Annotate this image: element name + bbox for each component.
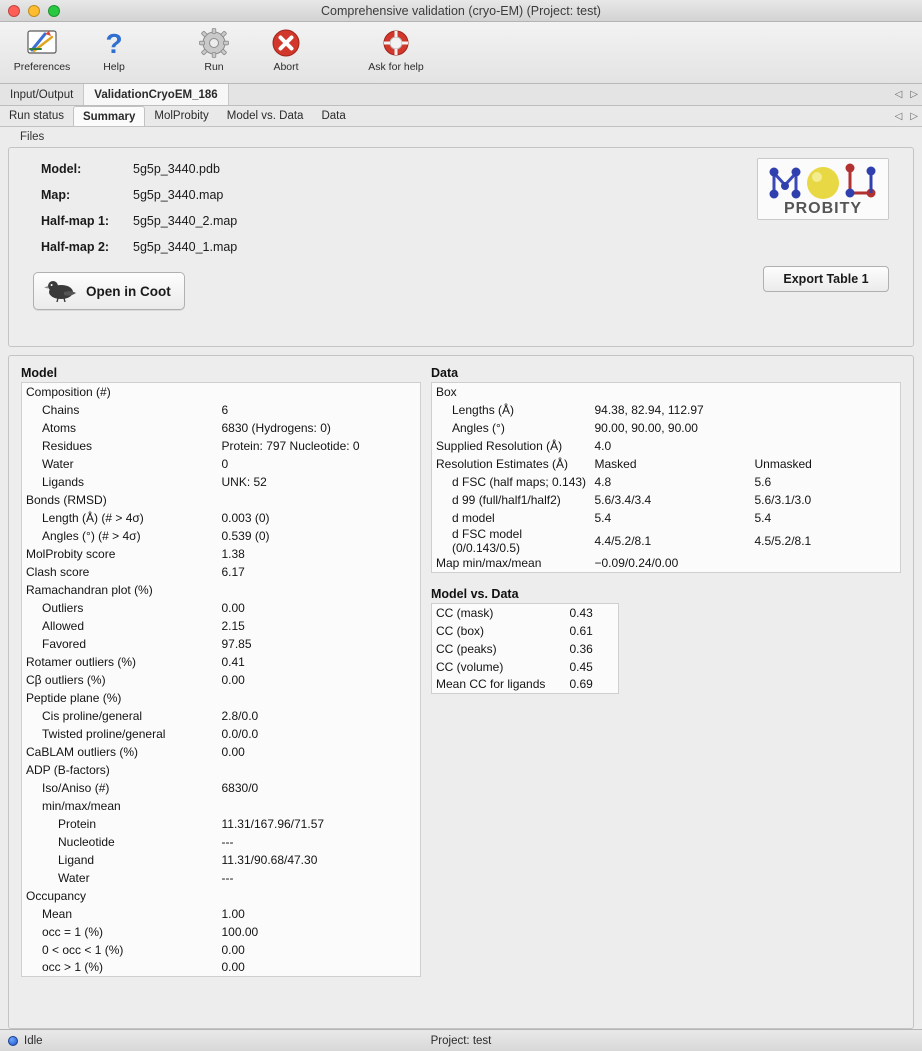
status-project-label: Project: test — [430, 1034, 492, 1047]
row-value: 0.0/0.0 — [221, 726, 259, 741]
file-row-half-map-2 — [25, 240, 897, 266]
sub-tab-scroll-right-icon[interactable]: ▷ — [910, 110, 918, 122]
row-label: Allowed — [42, 618, 85, 633]
row-value: --- — [221, 834, 234, 849]
row-value — [218, 887, 421, 905]
row-value: 6.17 — [221, 564, 245, 579]
row-label: Mean CC for ligands — [436, 677, 546, 692]
table-row — [22, 473, 421, 491]
row-value — [218, 383, 421, 401]
minimize-button[interactable] — [28, 5, 40, 17]
row-value-unmasked: 4.5/5.2/8.1 — [754, 533, 812, 548]
model-vs-data-body — [432, 604, 619, 694]
row-value-unmasked — [751, 555, 901, 573]
file-label-model: Model: — [41, 162, 82, 176]
row-value: 0.539 (0) — [221, 528, 270, 543]
row-label: CaBLAM outliers (%) — [26, 744, 139, 759]
row-value: 0.00 — [221, 600, 245, 615]
row-value-masked — [591, 383, 751, 401]
row-value: 2.15 — [221, 618, 245, 633]
row-value-masked: 5.6/3.4/3.4 — [594, 492, 652, 507]
row-label: occ = 1 (%) — [42, 924, 104, 939]
row-label: Cis proline/general — [42, 708, 143, 723]
data-column — [431, 366, 901, 1018]
close-button[interactable] — [8, 5, 20, 17]
table-row — [22, 815, 421, 833]
row-label: ADP (B-factors) — [26, 762, 110, 777]
table-row — [22, 617, 421, 635]
help-button[interactable] — [78, 22, 150, 73]
row-value-unmasked — [751, 383, 901, 401]
table-row — [22, 779, 421, 797]
row-label: Rotamer outliers (%) — [26, 654, 137, 669]
table-row — [22, 419, 421, 437]
row-label: d 99 (full/half1/half2) — [452, 492, 561, 507]
table-row — [22, 743, 421, 761]
main-tab-bar — [0, 84, 922, 106]
table-row — [432, 491, 901, 509]
row-label: Box — [436, 384, 457, 399]
abort-icon — [270, 26, 302, 60]
model-vs-data-title: Model vs. Data — [431, 587, 519, 601]
main-tab-scroll-arrows[interactable] — [895, 84, 918, 105]
sub-tab-bar — [0, 106, 922, 127]
row-value-masked: −0.09/0.24/0.00 — [594, 556, 679, 571]
row-value: 0.36 — [569, 641, 593, 656]
table-row — [432, 527, 901, 555]
row-value: --- — [221, 870, 234, 885]
row-value: Protein: 797 Nucleotide: 0 — [221, 438, 360, 453]
row-value-masked: 5.4 — [594, 510, 612, 525]
row-value: 1.00 — [221, 906, 245, 921]
help-icon — [99, 26, 129, 60]
table-row — [22, 905, 421, 923]
window-title: Comprehensive validation (cryo-EM) (Project: test) — [321, 3, 601, 18]
row-value: 0 — [221, 456, 229, 471]
row-label: Mean — [42, 906, 73, 921]
row-value: 97.85 — [221, 636, 252, 651]
row-label: Chains — [42, 402, 80, 417]
row-value: 11.31/90.68/47.30 — [221, 852, 318, 867]
table-row — [432, 401, 901, 419]
row-value: 6830 (Hydrogens: 0) — [221, 420, 331, 435]
row-label: Peptide plane (%) — [26, 690, 122, 705]
row-label: d FSC (half maps; 0.143) — [452, 474, 587, 489]
row-value-masked: 4.8 — [594, 474, 612, 489]
row-value: 0.00 — [221, 942, 245, 957]
table-row — [432, 383, 901, 401]
row-value: 1.38 — [221, 546, 245, 561]
row-label: Angles (°) (# > 4σ) — [42, 528, 141, 543]
row-label: Cβ outliers (%) — [26, 672, 106, 687]
zoom-button[interactable] — [48, 5, 60, 17]
row-value-unmasked — [751, 401, 901, 419]
row-label: Ligand — [58, 852, 95, 867]
row-label: MolProbity score — [26, 546, 116, 561]
row-label: Lengths (Å) — [452, 402, 515, 417]
row-label: Favored — [42, 636, 87, 651]
row-label: Water — [42, 456, 74, 471]
table-row — [432, 640, 619, 658]
ask-for-help-label: Ask for help — [368, 61, 424, 73]
run-button[interactable] — [178, 22, 250, 73]
files-panel — [8, 147, 914, 347]
file-label-map: Map: — [41, 188, 71, 202]
model-table-body — [22, 383, 421, 977]
data-table — [431, 382, 901, 573]
row-value-masked: 90.00, 90.00, 90.00 — [594, 420, 698, 435]
table-row — [22, 527, 421, 545]
row-value: 0.00 — [221, 960, 245, 975]
row-value: 6830/0 — [221, 780, 259, 795]
molprobity-logo — [757, 158, 889, 220]
row-value: 0.003 (0) — [221, 510, 270, 525]
ask-for-help-button[interactable] — [350, 22, 442, 73]
column-header-masked: Masked — [594, 456, 637, 471]
table-row — [22, 923, 421, 941]
table-row — [22, 671, 421, 689]
row-value: 11.31/167.96/71.57 — [221, 816, 325, 831]
tab-scroll-left-icon[interactable]: ◁ — [894, 89, 903, 100]
coot-bird-icon — [44, 278, 78, 305]
row-label: d model — [452, 510, 495, 525]
table-row — [22, 491, 421, 509]
tab-scroll-right-icon[interactable]: ▷ — [910, 89, 918, 100]
row-value: 0.69 — [569, 677, 593, 692]
file-label-half-map-2: Half-map 2: — [41, 240, 110, 254]
row-label: Twisted proline/general — [42, 726, 166, 741]
row-value-masked: 94.38, 82.94, 112.97 — [594, 402, 704, 417]
table-row — [22, 455, 421, 473]
row-value: 0.00 — [221, 744, 245, 759]
title-bar — [0, 0, 922, 22]
open-in-coot-button[interactable] — [33, 272, 185, 310]
row-value: 2.8/0.0 — [221, 708, 259, 723]
table-row — [22, 797, 421, 815]
export-table-button[interactable] — [763, 266, 889, 292]
table-row — [432, 455, 901, 473]
row-label: Occupancy — [26, 888, 87, 903]
model-vs-data-section — [431, 587, 619, 694]
file-value-half-map-1: 5g5p_3440_2.map — [133, 214, 238, 228]
table-row — [22, 563, 421, 581]
table-row — [432, 555, 901, 573]
model-section-title: Model — [21, 366, 58, 380]
lifesaver-icon — [380, 26, 412, 60]
file-value-half-map-2: 5g5p_3440_1.map — [133, 240, 238, 254]
row-value-unmasked: 5.4 — [754, 510, 772, 525]
table-row — [22, 851, 421, 869]
table-row — [22, 437, 421, 455]
row-value-masked: 4.0 — [594, 438, 612, 453]
abort-button[interactable] — [250, 22, 322, 73]
preferences-icon — [25, 26, 59, 60]
table-row — [22, 401, 421, 419]
row-value: 0.41 — [221, 654, 245, 669]
row-label: occ > 1 (%) — [42, 960, 104, 975]
row-value: 0.45 — [569, 659, 593, 674]
row-label: CC (mask) — [436, 605, 494, 620]
row-label: CC (box) — [436, 623, 485, 638]
summary-panel — [8, 355, 914, 1029]
table-row — [22, 833, 421, 851]
status-bar — [0, 1029, 922, 1051]
row-value: 100.00 — [221, 924, 259, 939]
table-row — [432, 622, 619, 640]
row-value-unmasked — [751, 419, 901, 437]
table-row — [22, 689, 421, 707]
tab-run-status[interactable]: Run status — [9, 110, 64, 122]
table-row — [432, 509, 901, 527]
row-label: Resolution Estimates (Å) — [436, 456, 569, 471]
status-text: Idle — [24, 1034, 43, 1047]
svg-text:?: ? — [105, 28, 123, 59]
table-row — [22, 509, 421, 527]
column-header-unmasked: Unmasked — [754, 456, 812, 471]
files-section-label: Files — [0, 127, 922, 147]
row-label: Ligands — [42, 474, 85, 489]
table-row — [432, 676, 619, 694]
table-row — [432, 658, 619, 676]
row-label: Clash score — [26, 564, 90, 579]
preferences-button[interactable] — [6, 22, 78, 73]
row-value: 0.61 — [569, 623, 593, 638]
table-row — [22, 383, 421, 401]
tab-data[interactable]: Data — [321, 110, 346, 122]
export-table-label: Export Table 1 — [783, 272, 869, 286]
model-table — [21, 382, 421, 977]
window-controls[interactable] — [0, 5, 60, 17]
open-in-coot-label: Open in Coot — [86, 283, 171, 299]
table-row — [22, 959, 421, 977]
row-value-unmasked — [751, 437, 901, 455]
table-row — [22, 581, 421, 599]
row-value: 0.43 — [569, 605, 593, 620]
help-label: Help — [103, 61, 125, 73]
row-value: 0.00 — [221, 672, 245, 687]
toolbar — [0, 22, 922, 84]
row-label: min/max/mean — [42, 798, 121, 813]
row-label: Iso/Aniso (#) — [42, 780, 110, 795]
row-label: Nucleotide — [58, 834, 115, 849]
row-label: Composition (#) — [26, 384, 111, 399]
table-row — [432, 604, 619, 622]
table-row — [432, 473, 901, 491]
row-label: d FSC model (0/0.143/0.5) — [452, 526, 523, 555]
row-label: Water — [58, 870, 90, 885]
row-label: Outliers — [42, 600, 84, 615]
table-row — [22, 599, 421, 617]
row-label: Supplied Resolution (Å) — [436, 438, 563, 453]
row-value — [218, 581, 421, 599]
row-label: Protein — [58, 816, 97, 831]
content-area — [0, 147, 922, 1029]
table-row — [22, 941, 421, 959]
row-label: Atoms — [42, 420, 77, 435]
row-label: 0 < occ < 1 (%) — [42, 942, 124, 957]
row-label: Ramachandran plot (%) — [26, 582, 153, 597]
svg-text:PROBITY: PROBITY — [783, 200, 863, 217]
table-row — [22, 761, 421, 779]
table-row — [22, 653, 421, 671]
row-label: Angles (°) — [452, 420, 505, 435]
table-row — [22, 545, 421, 563]
row-value-unmasked: 5.6/3.1/3.0 — [754, 492, 812, 507]
row-value — [218, 761, 421, 779]
data-section-title: Data — [431, 366, 459, 380]
model-column — [21, 366, 421, 1018]
row-value: 6 — [221, 402, 229, 417]
row-value — [218, 689, 421, 707]
row-value — [218, 491, 421, 509]
table-row — [22, 725, 421, 743]
data-table-body — [432, 383, 901, 573]
row-label: Length (Å) (# > 4σ) — [42, 510, 144, 525]
file-label-half-map-1: Half-map 1: — [41, 214, 110, 228]
tab-validation-cryoem[interactable]: ValidationCryoEM_186 — [84, 84, 228, 105]
model-vs-data-table — [431, 603, 619, 694]
tab-molprobity[interactable]: MolProbity — [154, 110, 209, 122]
file-value-model: 5g5p_3440.pdb — [133, 162, 220, 176]
table-row — [22, 869, 421, 887]
tab-summary[interactable]: Summary — [73, 106, 145, 126]
row-label: Bonds (RMSD) — [26, 492, 107, 507]
file-value-map: 5g5p_3440.map — [133, 188, 224, 202]
sub-tab-scroll-arrows[interactable] — [895, 106, 918, 126]
row-label: CC (peaks) — [436, 641, 497, 656]
tab-input-output[interactable]: Input/Output — [0, 84, 84, 105]
table-row — [432, 437, 901, 455]
tab-model-vs-data[interactable]: Model vs. Data — [226, 110, 304, 122]
row-label: Residues — [42, 438, 93, 453]
row-value-masked: 4.4/5.2/8.1 — [594, 533, 652, 548]
row-value — [218, 797, 421, 815]
abort-label: Abort — [273, 61, 299, 73]
run-gear-icon — [198, 26, 230, 60]
table-row — [22, 707, 421, 725]
table-row — [22, 887, 421, 905]
sub-tab-scroll-left-icon[interactable]: ◁ — [894, 110, 903, 122]
row-label: CC (volume) — [436, 659, 504, 674]
preferences-label: Preferences — [13, 61, 71, 73]
table-row — [22, 635, 421, 653]
row-value: UNK: 52 — [221, 474, 267, 489]
row-label: Map min/max/mean — [436, 556, 542, 571]
table-row — [432, 419, 901, 437]
run-label: Run — [204, 61, 224, 73]
row-value-unmasked: 5.6 — [754, 474, 772, 489]
